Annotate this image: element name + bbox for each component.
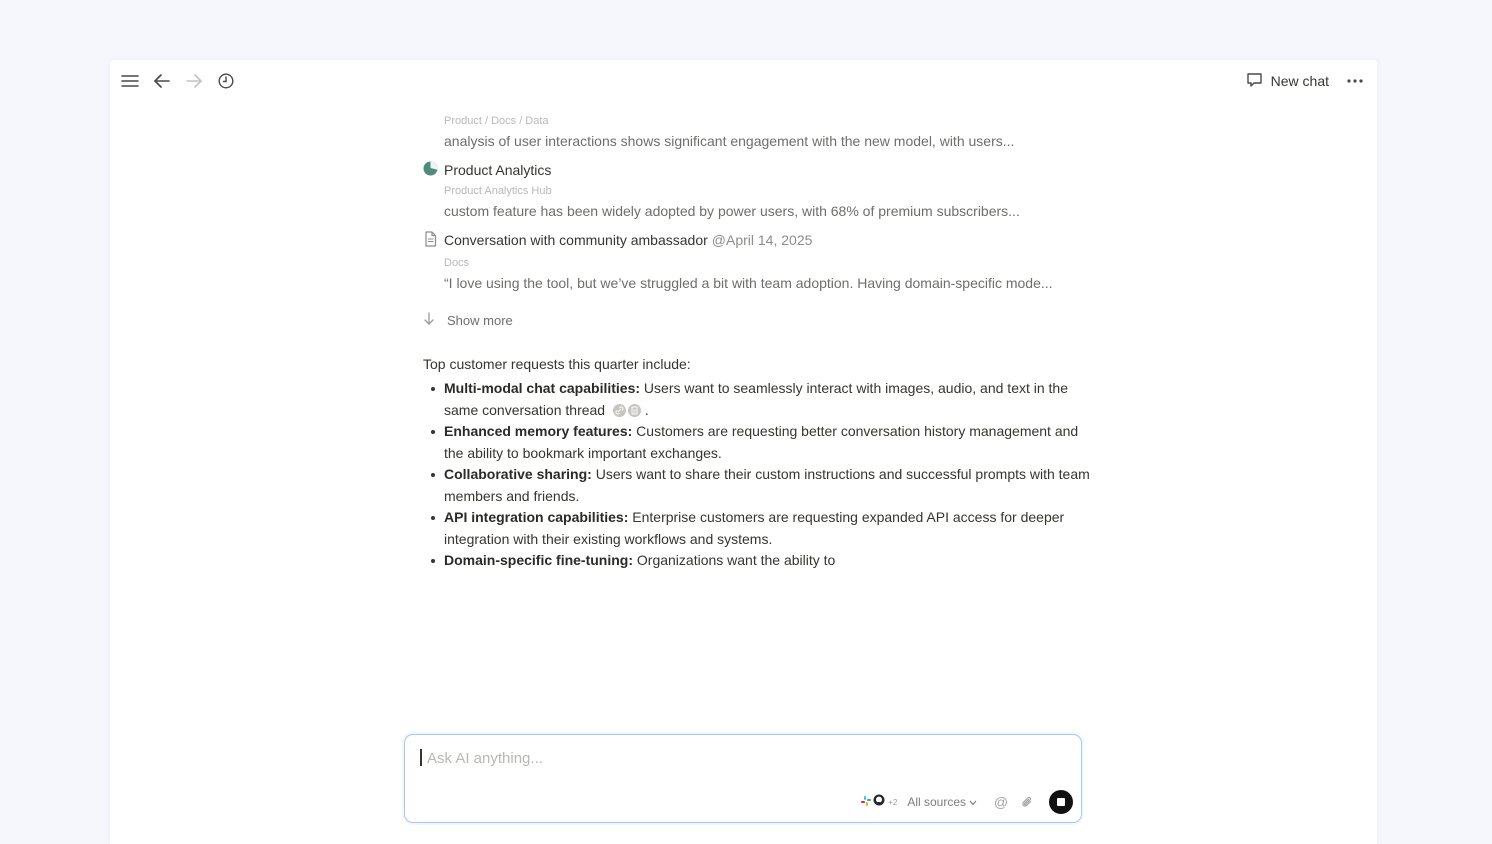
source-title: [423, 160, 1093, 180]
new-chat-button[interactable]: [1246, 71, 1329, 91]
item-text: Customers are requesting better conversation history management and the ability to bookmark important exchanges.: [444, 423, 1079, 461]
item-suffix: .: [640, 401, 649, 418]
request-list: [423, 378, 1093, 572]
item-text: Users want to share their custom instructions and successful prompts with team members and friends.: [444, 466, 1090, 504]
list-item: [423, 378, 1093, 421]
arrow-right-icon[interactable]: [184, 71, 204, 91]
item-heading: API integration capabilities:: [444, 509, 629, 525]
source-path: Product / Docs / Data: [444, 115, 549, 127]
extra-sources-count: +2: [888, 797, 898, 807]
clock-icon[interactable]: [216, 71, 236, 91]
source-title-text: Conversation with community ambassador: [444, 232, 708, 248]
list-item: [423, 464, 1093, 507]
chat-bubble-icon: [1246, 72, 1263, 91]
source-item[interactable]: [423, 230, 1093, 294]
source-snippet: “I love using the tool, but we’ve struggled a bit with team adoption. Having domain-specific mode...: [444, 275, 1053, 291]
chat-content: [423, 90, 1093, 572]
all-sources-label: All sources: [907, 795, 966, 809]
arrow-left-icon[interactable]: [152, 71, 172, 91]
hamburger-icon[interactable]: [120, 71, 140, 91]
item-heading: Enhanced memory features:: [444, 423, 633, 439]
pie-chart-icon: [423, 161, 438, 179]
ellipsis-icon[interactable]: [1345, 71, 1365, 91]
stop-button[interactable]: [1049, 790, 1073, 814]
show-more-label: Show more: [447, 312, 513, 328]
chevron-down-icon: [969, 795, 977, 809]
answer-intro: Top customer requests this quarter include:: [423, 356, 691, 372]
item-heading: Collaborative sharing:: [444, 466, 592, 482]
composer-toolbar: [861, 790, 1073, 814]
show-more-button[interactable]: [423, 310, 1093, 330]
top-bar: [110, 60, 1377, 102]
list-item: [423, 421, 1093, 464]
document-icon: [423, 231, 438, 250]
text-cursor: [420, 749, 422, 766]
arrow-down-icon: [423, 312, 435, 329]
ai-chat-window: [110, 60, 1377, 844]
new-chat-label: New chat: [1270, 73, 1329, 89]
all-sources-dropdown[interactable]: [907, 795, 977, 809]
at-icon[interactable]: @: [993, 794, 1009, 810]
source-title-text: Product Analytics: [444, 162, 552, 178]
source-item[interactable]: [423, 160, 1093, 222]
item-heading: Multi-modal chat capabilities:: [444, 380, 641, 396]
item-text: Enterprise customers are requesting expanded API access for deeper integration with their existing workflows and systems.: [444, 509, 1065, 547]
source-path: Product Analytics Hub: [444, 185, 552, 197]
ask-ai-input[interactable]: [427, 745, 1027, 771]
source-icons[interactable]: [861, 793, 897, 811]
item-text: Users want to seamlessly interact with images, audio, and text in the same conversation thread: [444, 380, 1069, 418]
paperclip-icon[interactable]: [1017, 792, 1037, 812]
document-icon[interactable]: [628, 404, 641, 417]
list-item: [423, 507, 1093, 550]
link-icon[interactable]: [613, 404, 626, 417]
slack-icon: [861, 793, 871, 811]
source-snippet: analysis of user interactions shows significant engagement with the new model, with users...: [444, 133, 1015, 149]
list-item: [423, 550, 1093, 572]
source-path: Docs: [444, 257, 470, 269]
source-title: [423, 230, 1093, 250]
chat-composer[interactable]: [404, 734, 1082, 823]
stop-icon: [1057, 798, 1065, 806]
source-snippet: custom feature has been widely adopted by power users, with 68% of premium subscribers...: [444, 203, 1020, 219]
item-heading: Domain-specific fine-tuning:: [444, 552, 633, 568]
item-text: Organizations want the ability to: [633, 552, 836, 568]
source-date: @April 14, 2025: [711, 232, 813, 248]
github-icon: [873, 793, 885, 811]
